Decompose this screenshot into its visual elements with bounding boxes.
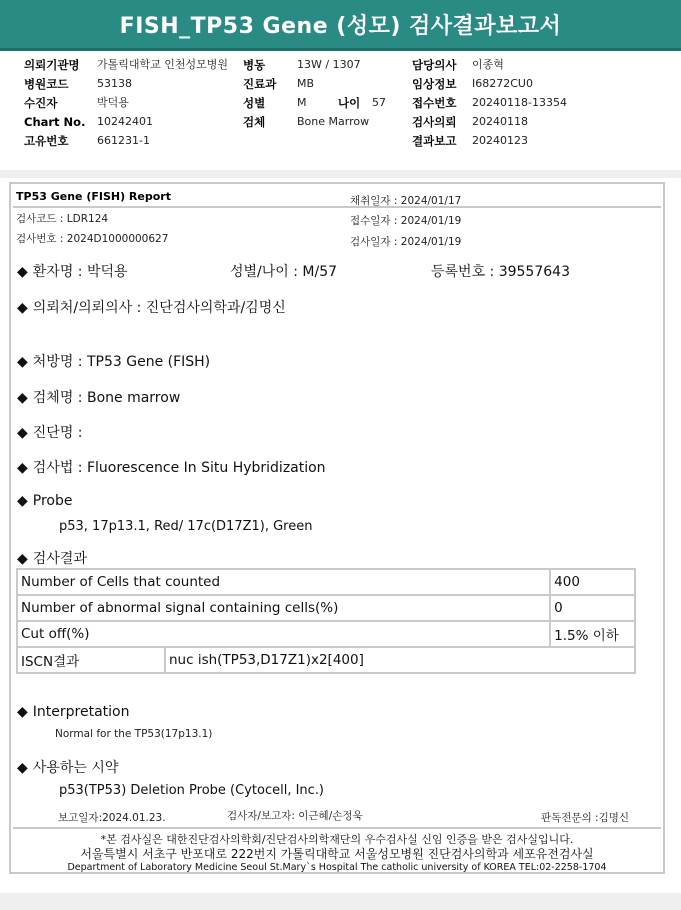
- specimen-label: 검체: [243, 115, 266, 129]
- probe-heading: Probe: [32, 493, 73, 509]
- report-body: [9, 182, 665, 874]
- header-rule: [13, 206, 661, 208]
- test-number: 검사번호 : 2024D1000000627: [16, 233, 169, 245]
- diamond-bullet-icon: ◆: [17, 354, 28, 370]
- report-date: 보고일자:2024.01.23.: [58, 812, 166, 824]
- table-row: [17, 647, 635, 673]
- referrer-row: [17, 297, 286, 317]
- diamond-bullet-icon: ◆: [17, 460, 28, 476]
- request-value: 20240118: [472, 115, 528, 128]
- dept-label: 진료과: [243, 77, 277, 91]
- test-code: 검사코드 : LDR124: [16, 213, 109, 225]
- reagent-heading-row: [17, 757, 118, 777]
- diamond-bullet-icon: ◆: [17, 760, 28, 776]
- address: 서울특별시 서초구 반포대로 222번지 가톨릭대학교 서울성모병원 진단검사의학과 세포유전검사실: [80, 847, 594, 861]
- department-contact: Department of Laboratory Medicine Seoul St.Mary`s Hospital The catholic university of KOREA TEL:02-2258-1704: [67, 862, 607, 873]
- table-row: [17, 595, 635, 621]
- hospital-code-label: 병원코드: [24, 77, 69, 91]
- iscn-value: nuc ish(TP53,D17Z1)x2[400]: [165, 647, 635, 673]
- result-label: Number of abnormal signal containing cells(%): [17, 595, 550, 621]
- report-date-value: 20240123: [472, 134, 528, 147]
- diagnosis: 진단명 :: [32, 425, 83, 441]
- certification-note: *본 검사실은 대한진단검사의학회/진단검사의학재단의 우수검사실 신임 인증을 받은 검사실입니다.: [100, 833, 574, 846]
- diagnosis-row: [17, 422, 83, 442]
- doctor-label: 담당의사: [412, 58, 457, 72]
- reagent-text: p53(TP53) Deletion Probe (Cytocell, Inc.): [59, 783, 325, 798]
- results-table: [16, 568, 636, 674]
- clinical-value: I68272CU0: [472, 77, 533, 90]
- results-heading-row: [17, 548, 87, 568]
- table-row: [17, 621, 635, 647]
- section-divider: [0, 170, 681, 178]
- prescription-row: [17, 351, 210, 371]
- age-label: 나이: [338, 96, 361, 110]
- patient-name: 환자명 : 박덕용: [32, 264, 128, 280]
- test-method: 검사법 : Fluorescence In Situ Hybridization: [32, 460, 326, 476]
- specimen-row: [17, 387, 180, 407]
- footer-rule: [13, 827, 661, 829]
- ward-value: 13W / 1307: [297, 58, 361, 71]
- diamond-bullet-icon: ◆: [17, 551, 28, 567]
- iscn-label: ISCN결과: [17, 647, 165, 673]
- collect-date: 채취일자 : 2024/01/17: [350, 195, 462, 207]
- age-value: 57: [372, 96, 386, 109]
- diamond-bullet-icon: ◆: [17, 264, 28, 280]
- method-row: [17, 457, 326, 477]
- diamond-bullet-icon: ◆: [17, 390, 28, 406]
- dept-value: MB: [297, 77, 315, 90]
- report-subtitle: TP53 Gene (FISH) Report: [16, 190, 171, 203]
- results-heading: 검사결과: [32, 551, 87, 567]
- sex-label: 성별: [243, 96, 266, 110]
- result-value: 400: [550, 569, 635, 595]
- examiner-reporter: 검사자/보고자: 이근혜/손정욱: [227, 810, 363, 822]
- specimen-value: Bone Marrow: [297, 115, 370, 128]
- patient-name-row: [17, 261, 128, 281]
- diamond-bullet-icon: ◆: [17, 704, 28, 720]
- result-label: Cut off(%): [17, 621, 550, 647]
- patient-label: 수진자: [24, 96, 58, 110]
- hospital-code-value: 53138: [97, 77, 132, 90]
- request-label: 검사의뢰: [412, 115, 457, 129]
- specialist: 판독전문의 :김명신: [541, 812, 630, 824]
- interpretation-heading-row: [17, 704, 129, 720]
- sex-value: M: [297, 96, 307, 109]
- registration-number: 등록번호 : 39557643: [431, 264, 570, 280]
- receipt-no-label: 접수번호: [412, 96, 457, 110]
- unique-value: 661231-1: [97, 134, 150, 147]
- interpretation-text: Normal for the TP53(17p13.1): [55, 728, 213, 740]
- probe-heading-row: [17, 493, 73, 509]
- doctor-value: 이종혁: [472, 58, 504, 71]
- table-row: [17, 569, 635, 595]
- prescription: 처방명 : TP53 Gene (FISH): [32, 354, 211, 370]
- report-banner: [0, 0, 681, 51]
- chart-value: 10242401: [97, 115, 153, 128]
- test-date: 검사일자 : 2024/01/19: [350, 236, 462, 248]
- hospital-label: 의뢰기관명: [24, 58, 80, 72]
- bottom-margin: [0, 893, 681, 910]
- referrer: 의뢰처/의뢰의사 : 진단검사의학과/김명신: [32, 300, 286, 316]
- diamond-bullet-icon: ◆: [17, 300, 28, 316]
- result-value: 0: [550, 595, 635, 621]
- ward-label: 병동: [243, 58, 266, 72]
- diamond-bullet-icon: ◆: [17, 493, 28, 509]
- result-value: 1.5% 이하: [550, 621, 635, 647]
- chart-label: Chart No.: [24, 115, 86, 129]
- receipt-no-value: 20240118-13354: [472, 96, 567, 109]
- probe-detail: p53, 17p13.1, Red/ 17c(D17Z1), Green: [59, 519, 313, 534]
- report-date-label: 결과보고: [412, 134, 457, 148]
- patient-value: 박덕용: [97, 96, 129, 109]
- specimen-name: 검체명 : Bone marrow: [32, 390, 181, 406]
- result-label: Number of Cells that counted: [17, 569, 550, 595]
- receive-date: 접수일자 : 2024/01/19: [350, 215, 462, 227]
- unique-label: 고유번호: [24, 134, 69, 148]
- clinical-label: 임상정보: [412, 77, 457, 91]
- reagent-heading: 사용하는 시약: [32, 760, 119, 776]
- report-title: FISH_TP53 Gene (성모) 검사결과보고서: [119, 14, 562, 39]
- hospital-value: 가톨릭대학교 인천성모병원: [97, 58, 229, 71]
- diamond-bullet-icon: ◆: [17, 425, 28, 441]
- sex-age: 성별/나이 : M/57: [230, 264, 338, 280]
- interpretation-heading: Interpretation: [32, 704, 130, 720]
